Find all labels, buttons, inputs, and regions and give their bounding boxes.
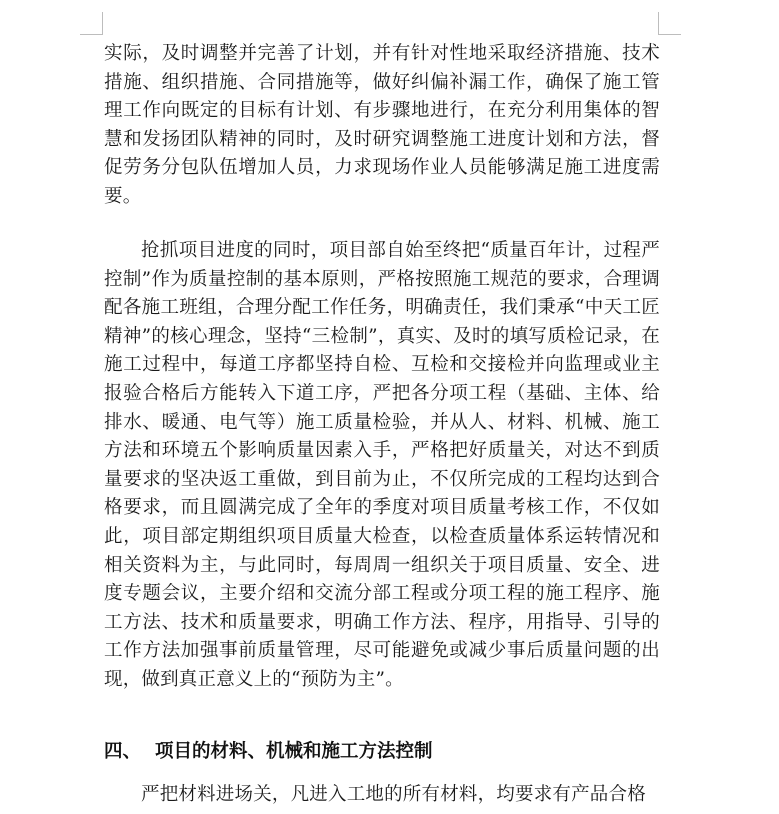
section-heading	[104, 738, 660, 766]
paragraph-2: 抢抓项目进度的同时，项目部自始至终把“质量百年计，过程严控制”作为质量控制的基本原则，严格按照施工规范的要求，合理调配各施工班组，合理分配工作任务，明确责任，我们秉承“中天工匠精神”的核心理念，坚持“三检制”，真实、及时的填写质检记录，在施工过程中，每道工序都坚持自检、互检和交接检并向监理或业主报验合格后方能转入下道工序，严把各分项工程（基础、主体、给排水、暖通、电气等）施工质量检验，并从人、材料、机械、施工方法和环境五个影响质量因素入手，严格把好质量关，对达不到质量要求的坚决返工重做，到目前为止，不仅所完成的工程均达到合格要求，而且圆满完成了全年的季度对项目质量考核工作，不仅如此，项目部定期组织项目质量大检查，以检查质量体系运转情况和相关资料为主，与此同时，每周周一组织关于项目质量、安全、进度专题会议，主要介绍和交流分部工程或分项工程的施工程序、施工方法、技术和质量要求，明确工作方法、程序，用指导、引导的工作方法加强事前质量管理，尽可能避免或减少事后质量问题的出现，做到真正意义上的“预防为主”。	[104, 240, 660, 690]
section-number: 四、	[104, 741, 142, 762]
margin-corner-mark-left	[80, 12, 103, 35]
paragraph-3: 严把材料进场关，凡进入工地的所有材料，均要求有产品合格	[141, 784, 646, 805]
paragraph-1: 实际，及时调整并完善了计划，并有针对性地采取经济措施、技术措施、组织措施、合同措施等，做好纠偏补漏工作，确保了施工管理工作向既定的目标有计划、有步骤地进行，在充分利用集体的智慧和发扬团队精神的同时，及时研究调整施工进度计划和方法，督促劳务分包队伍增加人员，力求现场作业人员能够满足施工进度需要。	[104, 43, 660, 207]
margin-corner-mark-right	[658, 12, 681, 35]
section-title: 项目的材料、机械和施工方法控制	[155, 741, 433, 762]
